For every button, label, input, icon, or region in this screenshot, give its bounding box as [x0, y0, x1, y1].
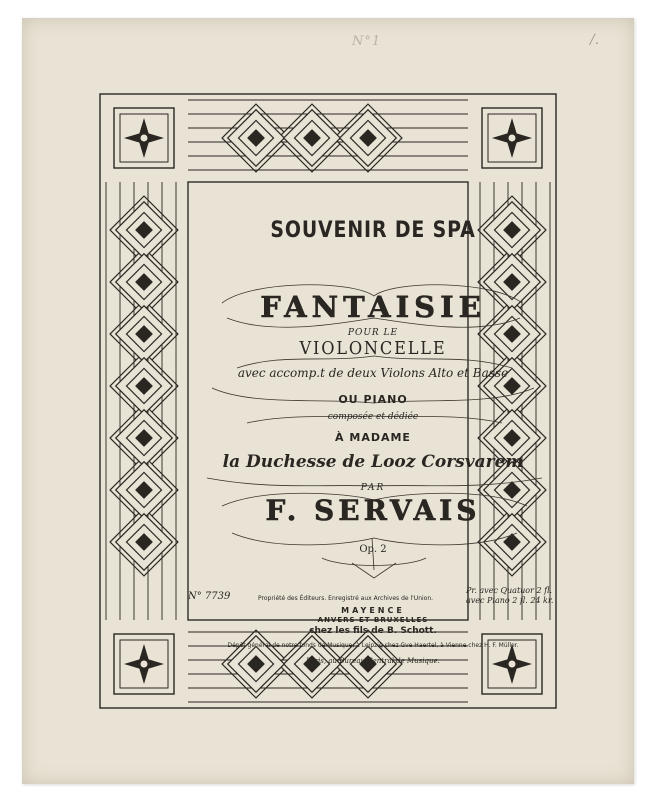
- copyright-note: Propriété des Éditeurs. Enregistré aux Archives de l'Union.: [258, 595, 434, 602]
- paris-note: Paris, au Bureau Central de Musique.: [306, 657, 440, 665]
- par-text: PAR: [360, 483, 386, 493]
- plate-number: N° 7739: [188, 591, 231, 602]
- price-piano: avec Piano 2 fl. 24 kr.: [466, 596, 554, 605]
- price-quatuor: Pr. avec Quatuor 2 fl.: [466, 586, 553, 595]
- dedication-intro: composée et dédiée: [327, 412, 419, 422]
- instrument-title: VIOLONCELLE: [299, 338, 447, 359]
- city-mayence: MAYENCE: [341, 606, 405, 615]
- pencil-number: N°1: [352, 34, 382, 49]
- dedicatee-name: la Duchesse de Looz Corsvarem: [222, 452, 524, 472]
- depot-note: Dépôt général de notre fonds de Musique, à Leipzig chez Gve Haertel, à Vienne chez H. F. Müller.: [227, 642, 519, 649]
- city-anvers-bruxelles: ANVERS ET BRUXELLES: [317, 616, 429, 624]
- accompaniment-text: avec accomp.t de deux Violons Alto et Basse: [237, 366, 509, 380]
- publisher-name: chez les fils de B. Schott.: [309, 626, 437, 636]
- souvenir-title: SOUVENIR DE SPA: [270, 218, 476, 243]
- pour-le-text: POUR LE: [347, 328, 399, 338]
- ou-piano-text: OU PIANO: [338, 393, 408, 406]
- title-block: [188, 198, 554, 693]
- genre-title: FANTAISIE: [260, 290, 486, 324]
- opus-number: Op. 2: [359, 544, 387, 555]
- a-madame-text: À MADAME: [335, 431, 411, 444]
- pencil-mark: /.: [590, 32, 600, 48]
- sheet-music-cover: [22, 18, 634, 784]
- composer-name: F. SERVAIS: [265, 494, 481, 527]
- price-block: [466, 586, 553, 606]
